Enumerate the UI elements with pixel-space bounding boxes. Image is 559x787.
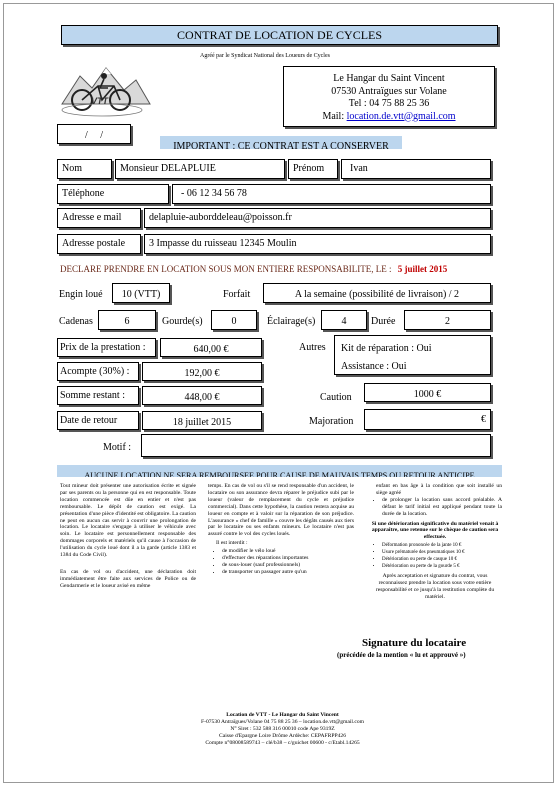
motif-field[interactable]: [141, 434, 491, 457]
eclairage-field[interactable]: [321, 310, 367, 330]
footer-line: Caisse d'Epargne Loire Drôme Ardèche: CEPAFRPP426: [218, 733, 346, 739]
reste-value: 448,00 €: [184, 392, 220, 403]
signature-title: Signature du locataire: [362, 637, 467, 649]
engin-value: 10 (VTT): [121, 289, 161, 300]
shop-city: 07530 Antraïgues sur Volane: [331, 85, 447, 97]
list-item: • Usure prématurée des pneumatiques 10 €: [382, 550, 502, 557]
autres-line-1: Kit de réparation : Oui: [341, 343, 432, 354]
acompte-label-box: [57, 362, 139, 381]
address-value: 3 Impasse du ruisseau 12345 Moulin: [149, 238, 297, 249]
prenom-label: Prénom: [293, 163, 325, 174]
shop-mail-link[interactable]: location.de.vtt@gmail.com: [346, 110, 456, 122]
terms-paragraph: Après acceptation et signature du contrat, vous reconnaissez prendre la location sous votre entière responsabilité et ce jusqu'à la restitution complète du matériel.: [375, 572, 495, 600]
autres-line-2: Assistance : Oui: [341, 361, 407, 372]
shop-phone: Tel : 04 75 88 25 36: [348, 98, 430, 109]
contract-date: / /: [84, 130, 104, 141]
list-item: • de sous-louer (sauf professionnels): [222, 562, 354, 569]
prix-label-box: [57, 338, 156, 357]
list-item: • de modifier le vélo loué: [222, 548, 354, 555]
footer-line: Location de VTT - Le Hangar du Saint Vincent: [226, 712, 339, 718]
cadenas-field[interactable]: [98, 310, 156, 330]
autres-field[interactable]: [334, 335, 491, 375]
forfait-value: A la semaine (possibilité de livraison) / 2: [294, 289, 460, 300]
duree-field[interactable]: [404, 310, 491, 330]
address-field[interactable]: [144, 234, 491, 254]
declaration-line: [60, 264, 447, 274]
telephone-value: - 06 12 34 56 78: [181, 188, 247, 199]
terms-paragraph: Tout mineur doit présenter une autorisation écrite et signée par ses parents ou la personne qui en est responsable. Toute location commencée est dûe en entier et n'est pas remboursable. Le dépôt de caution est exigé. La présentation d'une pièce d'identité est obligatoire. La caution ne peut en aucun cas servir à couvrir une prolongation de location. Le locataire s'engage à utiliser le véhicule avec soin. Le locataire est personnellement responsable des dommages corporels et matériels qu'il cause à l'occasion de l'utilisation du cycle loué dont il a la garde (article 1383 et 1384 du Code Civil).: [60, 483, 196, 559]
logo-text: VTT: [91, 96, 108, 106]
acompte-label: Acompte (30%) :: [60, 366, 130, 377]
contract-title: CONTRAT DE LOCATION DE CYCLES: [176, 28, 383, 42]
cadenas-value: 6: [124, 316, 130, 327]
contract-date-box: [57, 124, 131, 144]
terms-column-2: [208, 483, 354, 576]
autres-label: Autres: [299, 342, 326, 353]
terms-paragraph: temps. En cas de vol ou s'il se rend responsable d'un accident, le locataire ou son assurance devra réparer le préjudice subi par le loueur (valeur de remplacement du cycle et préjudice commercial). Dans cette hypothèse, la caution restera acquise au loueur en compte et à valoir sur la réparation de son préjudice. L'assurance « chef de famille » couvre les dégâts causés aux tiers par le locataire ou ses enfants mineurs. Le locataire n'est pas assuré contre le vol des cycles loués.: [208, 483, 354, 538]
eclairage-value: 4: [341, 316, 347, 327]
acompte-value: 192,00 €: [184, 368, 220, 379]
engin-label: Engin loué: [59, 289, 103, 300]
prix-value: 640,00 €: [193, 344, 229, 355]
gourde-field[interactable]: [211, 310, 257, 330]
duree-value: 2: [445, 316, 450, 327]
list-item: • Détérioration ou perte de la gourde 5 €: [382, 564, 502, 571]
telephone-label-box: [57, 184, 169, 204]
list-item: • Déformation prononcée de la jante 10 €: [382, 543, 502, 550]
prenom-label-box: [288, 159, 338, 179]
footer: [160, 712, 405, 747]
vtt-logo-graphic: [58, 60, 152, 118]
declaration-date: 5 juillet 2015: [397, 264, 448, 274]
retour-label: Date de retour: [60, 415, 118, 426]
address-label-box: [57, 234, 141, 254]
shop-name: Le Hangar du Saint Vincent: [333, 73, 445, 84]
warning-text: AUCUNE LOCATION NE SERA REMBOURSEE POUR CAUSE DE MAUVAIS TEMPS OU RETOUR ANTICIPE: [84, 471, 475, 477]
eclairage-label: Éclairage(s): [267, 316, 316, 327]
caution-value: 1000 €: [413, 389, 442, 400]
vtt-logo: [58, 60, 152, 118]
duree-label: Durée: [371, 316, 396, 327]
terms-paragraph: enfant en bas âge à la condition que soit installé un siège agréé: [376, 483, 502, 496]
terms-paragraph: Il est interdit :: [216, 540, 248, 547]
prenom-field[interactable]: [341, 159, 491, 179]
forfait-label: Forfait: [223, 289, 251, 300]
footer-line: Compte n°08008589743 – clé/b38 – c/guichet 00600 - c/Etabl.14265: [205, 740, 360, 746]
shop-address-box: [283, 66, 495, 127]
nom-label-box: [57, 159, 112, 179]
nom-value: Monsieur DELAPLUIE: [120, 163, 216, 174]
prix-field[interactable]: [160, 338, 262, 357]
caution-label: Caution: [320, 392, 352, 403]
important-banner: [160, 136, 402, 152]
address-label: Adresse postale: [62, 238, 126, 249]
majoration-value: €: [481, 414, 486, 425]
email-label-box: [57, 208, 141, 228]
list-item: • de transporter un passager autre qu'un: [222, 569, 354, 576]
cadenas-label: Cadenas: [59, 316, 93, 327]
caution-field[interactable]: [364, 383, 491, 402]
motif-label: Motif :: [103, 442, 132, 453]
footer-line: F-07530 Antraïgues/Volane 04 75 88 25 36 – location.de.vtt@gmail.com: [200, 719, 365, 725]
acompte-field[interactable]: [142, 362, 262, 381]
retour-field[interactable]: [142, 411, 262, 430]
forbidden-list: [208, 548, 354, 576]
telephone-field[interactable]: [172, 184, 491, 204]
gourde-value: 0: [231, 316, 237, 327]
penalty-list: [368, 543, 502, 571]
gourde-label: Gourde(s): [162, 316, 203, 327]
shop-mail-line: [284, 111, 494, 124]
retour-label-box: [57, 411, 139, 430]
forfait-field[interactable]: [263, 283, 491, 303]
reste-label: Somme restant :: [60, 390, 125, 401]
important-text: IMPORTANT : CE CONTRAT EST A CONSERVER: [173, 141, 389, 152]
list-item: • Détérioration ou perte de casque 10 €: [382, 557, 502, 564]
agreement-note: Agréé par le Syndicat National des Loueurs de Cycles: [200, 53, 330, 59]
majoration-field[interactable]: [364, 409, 491, 430]
contract-title-banner: [61, 25, 498, 45]
terms-column-1: [60, 483, 196, 596]
retour-value: 18 juillet 2015: [172, 417, 232, 428]
engin-field[interactable]: [112, 283, 170, 303]
deterioration-notice: Si une détérioration significative du matériel venait à apparaître, une retenue sur le chèque de caution sera effectuée.: [371, 520, 499, 541]
email-value: delapluie-auborddeleau@poisson.fr: [149, 212, 292, 223]
shop-mail-label: Mail:: [322, 110, 347, 122]
signature-subtitle: (précédée de la mention « lu et approuvé »): [337, 651, 466, 659]
nom-field[interactable]: [115, 159, 285, 179]
reste-field[interactable]: [142, 386, 262, 405]
majoration-label: Majoration: [309, 416, 354, 427]
reste-label-box: [57, 386, 139, 405]
warning-banner: [57, 465, 502, 477]
telephone-label: Téléphone: [62, 188, 105, 199]
extension-list: [368, 497, 502, 518]
footer-line: N° Siret : 532 588 316 00010 code Ape 9319Z: [230, 726, 335, 732]
list-item: • de prolonger la location sans accord préalable. A défaut le tarif initial est appliqué pendant toute la durée de la location.: [382, 497, 502, 518]
prix-label: Prix de la prestation :: [60, 342, 146, 353]
declaration-text: DECLARE PRENDRE EN LOCATION SOUS MON ENTIERE RESPONSABILITE, LE :: [60, 264, 392, 274]
email-label: Adresse e mail: [62, 212, 122, 223]
terms-column-3: [368, 483, 502, 607]
list-item: • d'effectuer des réparations importantes: [222, 555, 354, 562]
email-field[interactable]: [144, 208, 491, 228]
terms-paragraph: En cas de vol ou d'accident, une déclaration doit immédiatement être faite aux services de Police ou de Gendarmerie et le loueur avisé en même: [60, 568, 196, 589]
prenom-value: Ivan: [350, 163, 368, 174]
nom-label: Nom: [62, 163, 82, 174]
